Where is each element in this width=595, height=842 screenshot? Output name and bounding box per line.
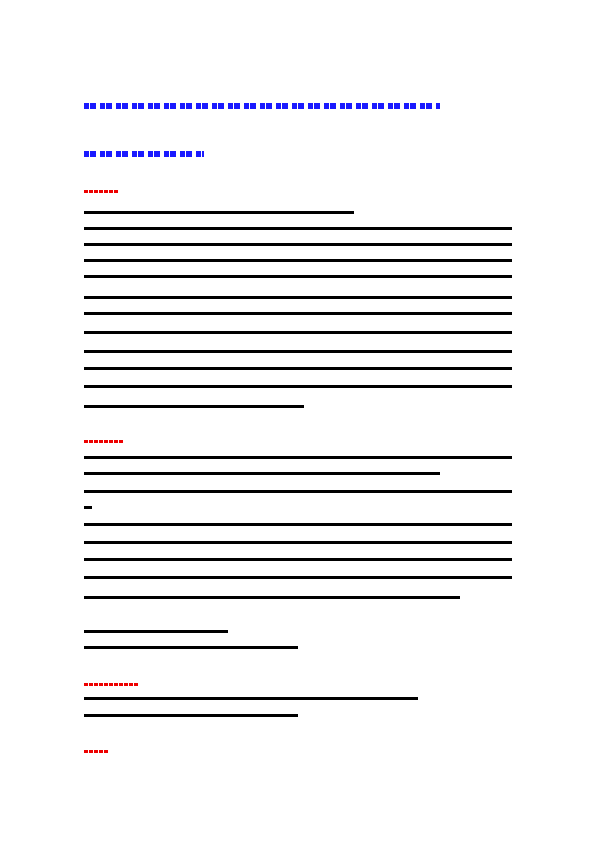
text-line	[84, 646, 298, 649]
text-line	[84, 523, 512, 526]
text-line	[84, 367, 512, 370]
text-line	[84, 312, 512, 315]
text-line	[84, 697, 418, 700]
text-line	[84, 456, 512, 459]
section-heading-1-block	[84, 190, 118, 193]
section-heading-4-block	[84, 750, 108, 753]
section-heading-2-block	[84, 440, 124, 443]
document-subtitle-text-block	[84, 151, 204, 157]
text-line	[84, 296, 512, 299]
text-line	[84, 506, 92, 509]
text-line	[84, 385, 512, 388]
text-line	[84, 596, 460, 599]
text-line	[84, 331, 512, 334]
text-line	[84, 576, 512, 579]
text-line	[84, 714, 298, 717]
text-line	[84, 472, 440, 475]
text-line	[84, 227, 512, 230]
text-line	[84, 541, 512, 544]
text-line	[84, 490, 512, 493]
text-line	[84, 558, 512, 561]
text-line	[84, 211, 354, 214]
text-line	[84, 630, 228, 633]
text-line	[84, 243, 512, 246]
text-line	[84, 350, 512, 353]
text-line	[84, 405, 304, 408]
text-line	[84, 275, 512, 278]
section-heading-3-block	[84, 683, 138, 686]
document-title-text-block	[84, 103, 440, 109]
text-line	[84, 259, 512, 262]
